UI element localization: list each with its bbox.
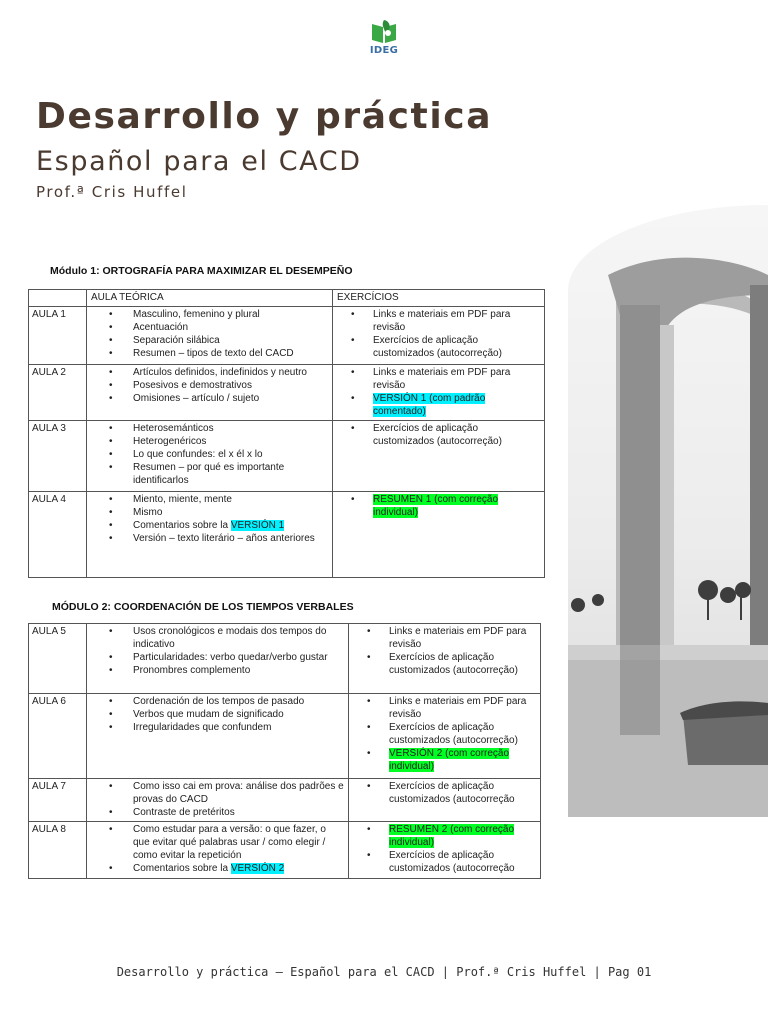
theory-item-comment [133, 519, 328, 532]
comment-prefix: Comentarios sobre la [133, 863, 231, 874]
highlight-text: RESUMEN 2 (com correção individual) [389, 824, 515, 848]
table-row [29, 307, 545, 365]
theory-item: • Lo que confundes: el x él x lo [133, 448, 328, 461]
aula-label: AULA 5 [29, 624, 87, 694]
table-row [29, 694, 541, 779]
exercise-item: • Exercícios de aplicação customizados (autocorreção [389, 849, 536, 875]
theory-item: • Mismo [133, 506, 328, 519]
highlight-text: RESUMEN 1 (com correção individual) [373, 494, 499, 518]
page-footer: Desarrollo y práctica – Español para el CACD | Prof.ª Cris Huffel | Pag 01 [116, 965, 652, 979]
aula-label: AULA 6 [29, 694, 87, 779]
module2-table [28, 623, 541, 879]
table-row [29, 421, 545, 492]
highlight-text: VERSIÓN 1 (com padrão comentado) [373, 393, 486, 417]
architecture-photo [568, 205, 768, 817]
theory-item: • Usos cronológicos e modais dos tempos do indicativo [133, 625, 344, 651]
aula-label: AULA 8 [29, 822, 87, 879]
exercise-item-highlighted [389, 747, 536, 773]
table-row [29, 822, 541, 879]
theory-item: • Omisiones – artículo / sujeto [133, 392, 328, 405]
aula-label: AULA 2 [29, 365, 87, 421]
page-subtitle: Español para el CACD [36, 146, 362, 177]
theory-item: • Pronombres complemento [133, 664, 344, 677]
theory-item: • Acentuación [133, 321, 328, 334]
theory-item: • Heterosemánticos [133, 422, 328, 435]
theory-item: • Particularidades: verbo quedar/verbo gustar [133, 651, 344, 664]
table-row [29, 779, 541, 822]
header-exercises: EXERCÍCIOS [333, 290, 545, 307]
theory-item: • Resumen – por qué es importante identificarlos [133, 461, 328, 487]
book-leaf-icon [370, 18, 398, 44]
aula-label: AULA 1 [29, 307, 87, 365]
highlight-text: VERSIÓN 2 (com correção individual) [389, 748, 510, 772]
module1-table [28, 289, 545, 578]
exercise-item-highlighted [389, 823, 536, 849]
author-name: Prof.ª Cris Huffel [36, 183, 188, 201]
exercise-item-highlighted [373, 392, 540, 418]
exercise-item: • Exercícios de aplicação customizados (autocorreção) [389, 721, 536, 747]
exercise-item: • Links e materiais em PDF para revisão [389, 695, 536, 721]
theory-item: • Resumen – tipos de texto del CACD [133, 347, 328, 360]
exercise-item: • Links e materiais em PDF para revisão [373, 366, 540, 392]
theory-item: • Irregularidades que confundem [133, 721, 344, 734]
page-title: Desarrollo y práctica [36, 96, 493, 137]
highlight-text: VERSIÓN 1 [230, 520, 285, 531]
exercise-item: • Exercícios de aplicação customizados (autocorreção) [373, 422, 540, 448]
theory-item: • Como isso cai em prova: análise dos padrões e provas do CACD [133, 780, 344, 806]
aula-label: AULA 7 [29, 779, 87, 822]
theory-item: • Masculino, femenino y plural [133, 308, 328, 321]
exercise-item-highlighted [373, 493, 540, 519]
theory-item: • Miento, miente, mente [133, 493, 328, 506]
aula-label: AULA 3 [29, 421, 87, 492]
aula-label: AULA 4 [29, 492, 87, 578]
theory-item: • Contraste de pretéritos [133, 806, 344, 819]
theory-item: • Posesivos e demostrativos [133, 379, 328, 392]
exercise-item: • Exercícios de aplicação customizados (autocorreção) [389, 651, 536, 677]
table-row [29, 492, 545, 578]
theory-item: • Verbos que mudam de significado [133, 708, 344, 721]
theory-item: • Artículos definidos, indefinidos y neutro [133, 366, 328, 379]
theory-item: • Separación silábica [133, 334, 328, 347]
header-theory: AULA TEÓRICA [87, 290, 333, 307]
theory-item: • Heterogenéricos [133, 435, 328, 448]
table-row [29, 624, 541, 694]
logo-text: IDEG [369, 45, 399, 56]
table-row [29, 365, 545, 421]
theory-item: • Cordenación de los tempos de pasado [133, 695, 344, 708]
exercise-item: • Links e materiais em PDF para revisão [373, 308, 540, 334]
module1-heading: Módulo 1: ORTOGRAFÍA PARA MAXIMIZAR EL DESEMPEÑO [50, 265, 353, 277]
exercise-item: • Links e materiais em PDF para revisão [389, 625, 536, 651]
exercise-item: • Exercícios de aplicação customizados (autocorreção [389, 780, 536, 806]
module2-heading: MÓDULO 2: COORDENACIÓN DE LOS TIEMPOS VERBALES [52, 601, 354, 613]
comment-prefix: Comentarios sobre la [133, 520, 231, 531]
exercise-item: • Exercícios de aplicação customizados (autocorreção) [373, 334, 540, 360]
theory-item: • Versión – texto literário – años anteriores [133, 532, 328, 545]
table-header-row [29, 290, 545, 307]
theory-item: • Como estudar para a versão: o que fazer, o que evitar qué palabras usar / como elegir / como evitar la repetición [133, 823, 344, 862]
ideg-logo [368, 18, 400, 66]
highlight-text: VERSIÓN 2 [230, 863, 285, 874]
header-cell-empty [29, 290, 87, 307]
theory-item-comment [133, 862, 344, 875]
